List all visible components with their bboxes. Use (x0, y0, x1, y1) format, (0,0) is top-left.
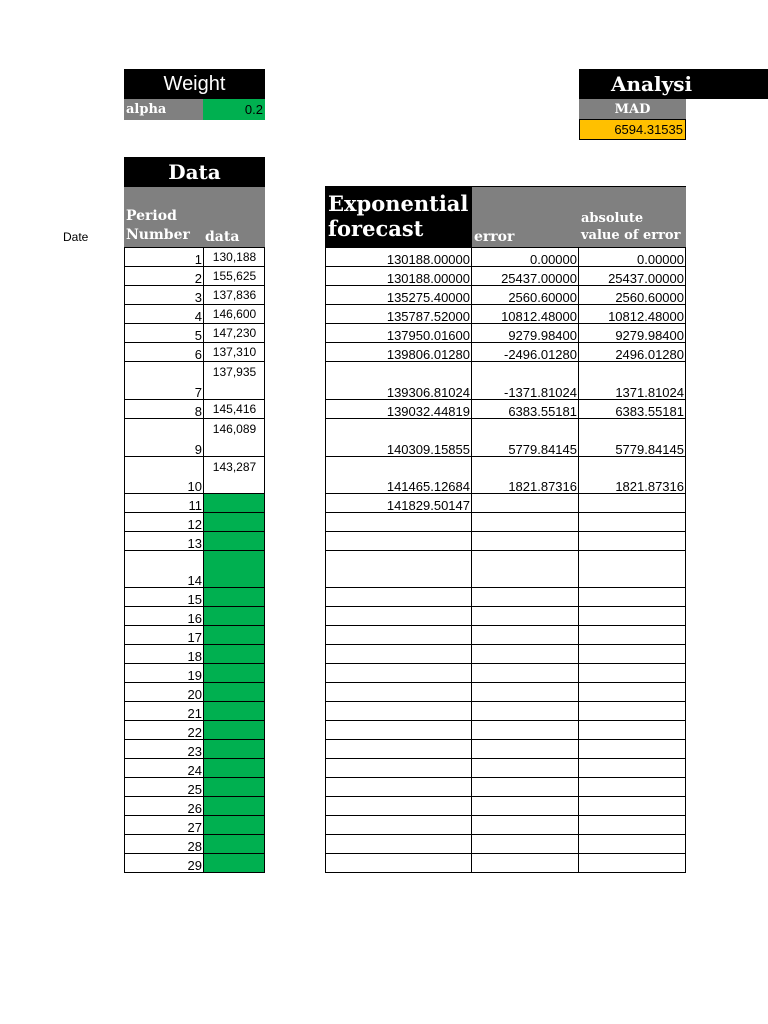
data-cell[interactable] (203, 796, 265, 816)
period-number: 18 (187, 649, 202, 664)
date-label (63, 230, 88, 244)
period-number: 10 (187, 479, 202, 494)
forecast-cell (325, 701, 472, 721)
error-cell (471, 758, 579, 778)
forecast-cell (325, 758, 472, 778)
data-header (203, 187, 265, 247)
data-cell[interactable] (203, 361, 265, 400)
forecast-cell (325, 342, 472, 362)
period-number-cell (124, 418, 204, 457)
forecast-cell (325, 323, 472, 343)
period-number-cell (124, 853, 204, 873)
mad-label-text: MAD (614, 101, 651, 117)
data-value: 137,836 (212, 288, 257, 302)
data-cell[interactable] (203, 531, 265, 551)
error-header (472, 187, 579, 247)
forecast-cell (325, 853, 472, 873)
error-cell (471, 342, 579, 362)
error-value: 25437.00000 (501, 271, 577, 286)
error-value: 0.00000 (530, 252, 577, 267)
abs-error-cell (578, 720, 686, 740)
data-cell[interactable] (203, 493, 265, 513)
error-header-text: error (474, 229, 515, 245)
data-cell[interactable] (203, 606, 265, 626)
period-number: 13 (187, 536, 202, 551)
forecast-cell (325, 834, 472, 854)
data-cell[interactable] (203, 418, 265, 457)
forecast-cell (325, 304, 472, 324)
analysis-title (579, 69, 768, 99)
data-cell[interactable] (203, 758, 265, 778)
data-value: 143,287 (212, 460, 257, 474)
period-number-cell (124, 456, 204, 494)
abs-error-value: 9279.98400 (615, 328, 684, 343)
period-number: 27 (187, 820, 202, 835)
error-cell (471, 456, 579, 494)
error-value: -2496.01280 (503, 347, 577, 362)
period-number-cell (124, 796, 204, 816)
period-number: 16 (187, 611, 202, 626)
period-number-cell (124, 739, 204, 759)
period-number-cell (124, 342, 204, 362)
forecast-cell (325, 606, 472, 626)
abs-error-cell (578, 777, 686, 797)
error-cell (471, 644, 579, 664)
data-cell[interactable] (203, 587, 265, 607)
exponential-forecast-header (326, 187, 472, 247)
period-number: 22 (187, 725, 202, 740)
forecast-cell (325, 682, 472, 702)
forecast-cell (325, 285, 472, 305)
abs-error-cell (578, 701, 686, 721)
abs-error-cell (578, 512, 686, 532)
error-value: 6383.55181 (508, 404, 577, 419)
forecast-value: 137950.01600 (386, 328, 470, 343)
abs-error-cell (578, 361, 686, 400)
period-number: 4 (194, 309, 202, 324)
data-cell[interactable] (203, 720, 265, 740)
period-number-cell (124, 323, 204, 343)
alpha-input[interactable] (203, 99, 265, 120)
error-cell (471, 682, 579, 702)
error-cell (471, 512, 579, 532)
error-cell (471, 323, 579, 343)
period-number-cell (124, 587, 204, 607)
data-cell[interactable] (203, 266, 265, 286)
period-number-cell (124, 266, 204, 286)
period-number-cell (124, 834, 204, 854)
abs-error-value: 0.00000 (637, 252, 684, 267)
period-number-header (124, 187, 203, 247)
data-value: 137,310 (212, 345, 257, 359)
abs-error-value: 2560.60000 (615, 290, 684, 305)
error-value: 2560.60000 (508, 290, 577, 305)
abs-error-cell (578, 644, 686, 664)
period-number-cell (124, 247, 204, 267)
period-number: 5 (194, 328, 202, 343)
abs-error-cell (578, 606, 686, 626)
error-cell (471, 815, 579, 835)
period-number: 28 (187, 839, 202, 854)
error-cell (471, 777, 579, 797)
forecast-cell (325, 266, 472, 286)
mad-value-cell[interactable] (579, 119, 686, 140)
data-cell[interactable] (203, 663, 265, 683)
period-number: 29 (187, 858, 202, 873)
data-cell[interactable] (203, 644, 265, 664)
abs-error-cell (578, 758, 686, 778)
period-number: 19 (187, 668, 202, 683)
forecast-cell (325, 663, 472, 683)
abs-error-cell (578, 493, 686, 513)
data-cell[interactable] (203, 701, 265, 721)
error-cell (471, 550, 579, 588)
error-value: 5779.84145 (508, 442, 577, 457)
period-number-cell (124, 606, 204, 626)
data-cell[interactable] (203, 834, 265, 854)
error-cell (471, 739, 579, 759)
data-value: 155,625 (212, 269, 257, 283)
period-number-cell (124, 815, 204, 835)
error-cell (471, 587, 579, 607)
error-cell (471, 285, 579, 305)
data-value: 137,935 (212, 365, 257, 379)
error-cell (471, 796, 579, 816)
data-value: 146,089 (212, 422, 257, 436)
alpha-label-text: alpha (126, 102, 167, 117)
period-number-cell (124, 625, 204, 645)
period-number-cell (124, 663, 204, 683)
data-cell[interactable] (203, 399, 265, 419)
abs-error-value: 6383.55181 (615, 404, 684, 419)
forecast-value: 135275.40000 (386, 290, 470, 305)
error-cell (471, 663, 579, 683)
abs-error-cell (578, 342, 686, 362)
forecast-value: 139306.81024 (386, 385, 470, 400)
abs-error-value: 5779.84145 (615, 442, 684, 457)
period-number-cell (124, 720, 204, 740)
data-cell[interactable] (203, 323, 265, 343)
abs-error-cell (578, 323, 686, 343)
error-value: -1371.81024 (503, 385, 577, 400)
error-cell (471, 361, 579, 400)
data-cell[interactable] (203, 853, 265, 873)
weight-title (124, 69, 265, 99)
forecast-cell (325, 625, 472, 645)
period-number-cell (124, 701, 204, 721)
period-number: 15 (187, 592, 202, 607)
error-cell (471, 531, 579, 551)
period-number: 12 (187, 517, 202, 532)
period-number: 20 (187, 687, 202, 702)
forecast-cell (325, 247, 472, 267)
forecast-cell (325, 587, 472, 607)
period-number-cell (124, 531, 204, 551)
period-number: 25 (187, 782, 202, 797)
period-number-cell (124, 399, 204, 419)
period-number: 8 (194, 404, 202, 419)
abs-error-cell (578, 625, 686, 645)
error-value: 9279.98400 (508, 328, 577, 343)
error-cell (471, 247, 579, 267)
data-value: 146,600 (212, 307, 257, 321)
abs-error-cell (578, 834, 686, 854)
period-number-cell (124, 777, 204, 797)
forecast-value: 139032.44819 (386, 404, 470, 419)
forecast-cell (325, 777, 472, 797)
data-title (124, 157, 265, 187)
abs-error-cell (578, 853, 686, 873)
error-cell (471, 853, 579, 873)
abs-error-cell (578, 550, 686, 588)
data-cell[interactable] (203, 285, 265, 305)
abs-error-value: 2496.01280 (615, 347, 684, 362)
abs-error-cell (578, 418, 686, 457)
period-number-cell (124, 550, 204, 588)
forecast-cell (325, 456, 472, 494)
data-cell[interactable] (203, 456, 265, 494)
period-number: 11 (188, 498, 202, 513)
error-cell (471, 701, 579, 721)
forecast-value: 141465.12684 (386, 479, 470, 494)
forecast-value: 141829.50147 (386, 498, 470, 513)
forecast-cell (325, 644, 472, 664)
period-number: 6 (194, 347, 202, 362)
period-number: 2 (194, 271, 202, 286)
forecast-value: 140309.15855 (386, 442, 470, 457)
abs-error-cell (578, 531, 686, 551)
period-number: 17 (187, 630, 202, 645)
abs-error-value: 10812.48000 (608, 309, 684, 324)
forecast-value: 130188.00000 (386, 271, 470, 286)
period-number-header-text: Period Number (126, 208, 190, 244)
period-number: 24 (187, 763, 202, 778)
abs-error-header (579, 187, 686, 247)
exponential-forecast-header-text: Exponential forecast (328, 191, 469, 242)
abs-error-cell (578, 682, 686, 702)
error-cell (471, 493, 579, 513)
period-number-cell (124, 493, 204, 513)
abs-error-cell (578, 266, 686, 286)
error-cell (471, 418, 579, 457)
abs-error-cell (578, 247, 686, 267)
abs-error-cell (578, 285, 686, 305)
abs-error-value: 25437.00000 (608, 271, 684, 286)
alpha-value: 0.2 (244, 102, 263, 117)
data-cell[interactable] (203, 777, 265, 797)
abs-error-cell (578, 304, 686, 324)
data-value: 147,230 (212, 326, 257, 340)
data-cell[interactable] (203, 550, 265, 588)
period-number: 26 (187, 801, 202, 816)
period-number-cell (124, 758, 204, 778)
period-number-cell (124, 361, 204, 400)
forecast-cell (325, 531, 472, 551)
error-cell (471, 304, 579, 324)
period-number-cell (124, 682, 204, 702)
data-cell[interactable] (203, 304, 265, 324)
forecast-cell (325, 796, 472, 816)
forecast-cell (325, 720, 472, 740)
abs-error-cell (578, 815, 686, 835)
data-cell[interactable] (203, 682, 265, 702)
mad-label (579, 99, 686, 119)
forecast-cell (325, 815, 472, 835)
forecast-cell (325, 739, 472, 759)
data-value: 145,416 (212, 402, 257, 416)
period-number: 9 (194, 442, 202, 457)
forecast-cell (325, 418, 472, 457)
forecast-value: 139806.01280 (386, 347, 470, 362)
forecast-cell (325, 512, 472, 532)
data-cell[interactable] (203, 342, 265, 362)
mad-value: 6594.31535 (614, 122, 683, 137)
error-value: 1821.87316 (508, 479, 577, 494)
period-number-cell (124, 512, 204, 532)
forecast-cell (325, 550, 472, 588)
forecast-value: 130188.00000 (386, 252, 470, 267)
period-number-cell (124, 644, 204, 664)
weight-title-text: Weight (163, 72, 226, 95)
abs-error-cell (578, 399, 686, 419)
error-cell (471, 625, 579, 645)
error-cell (471, 720, 579, 740)
data-title-text: Data (168, 160, 221, 184)
data-cell[interactable] (203, 247, 265, 267)
abs-error-cell (578, 456, 686, 494)
error-cell (471, 399, 579, 419)
period-number: 14 (187, 573, 202, 588)
error-cell (471, 834, 579, 854)
data-value: 130,188 (212, 250, 257, 264)
error-value: 10812.48000 (501, 309, 577, 324)
period-number-cell (124, 304, 204, 324)
data-cell[interactable] (203, 625, 265, 645)
alpha-label (124, 99, 203, 120)
analysis-title-text: Analysi (611, 72, 693, 96)
period-number: 7 (194, 385, 202, 400)
period-number: 1 (194, 252, 202, 267)
abs-error-cell (578, 796, 686, 816)
abs-error-cell (578, 587, 686, 607)
abs-error-header-text: absolute value of error (581, 210, 681, 244)
period-number: 21 (187, 706, 202, 721)
data-cell[interactable] (203, 512, 265, 532)
abs-error-cell (578, 663, 686, 683)
period-number-cell (124, 285, 204, 305)
data-header-text: data (205, 229, 240, 245)
abs-error-cell (578, 739, 686, 759)
abs-error-value: 1821.87316 (615, 479, 684, 494)
error-cell (471, 266, 579, 286)
abs-error-value: 1371.81024 (615, 385, 684, 400)
forecast-cell (325, 361, 472, 400)
data-cell[interactable] (203, 815, 265, 835)
data-cell[interactable] (203, 739, 265, 759)
forecast-value: 135787.52000 (386, 309, 470, 324)
period-number: 23 (187, 744, 202, 759)
period-number: 3 (194, 290, 202, 305)
date-label-text: Date (63, 230, 89, 244)
error-cell (471, 606, 579, 626)
forecast-cell (325, 399, 472, 419)
forecast-cell (325, 493, 472, 513)
